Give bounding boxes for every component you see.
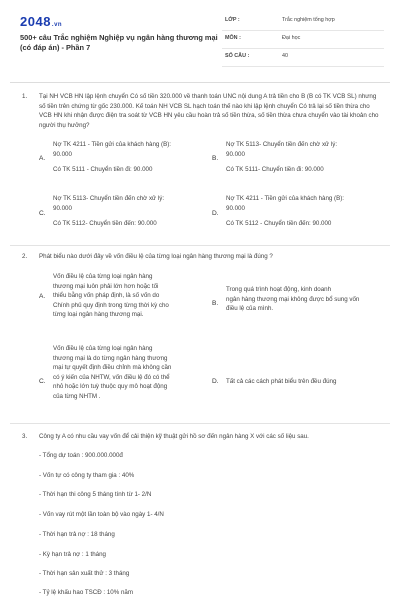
question-number: 3.: [22, 433, 28, 440]
option-line: Có TK 5111 - Chuyển tiền đi: 90.000: [53, 166, 153, 174]
list-item: - Kỳ hạn trả nợ : 1 tháng: [39, 551, 107, 558]
meta-value: Đại học: [282, 35, 301, 41]
option-line: của từng NHTM .: [53, 392, 101, 400]
option-line: Có TK 5112 - Chuyển tiền đến: 90.000: [226, 220, 332, 228]
option-line: Vốn điều lệ của từng loại ngân hàng: [53, 273, 153, 280]
question-number: 1.: [22, 93, 28, 100]
list-item: - Tổng dự toán : 900.000.000đ: [39, 452, 123, 459]
option-line: nhỏ hoặc lớn tuỳ thuộc quy mô hoạt động: [53, 383, 168, 391]
option-line: Nợ TK 5113- Chuyển tiền đến chờ xử lý:: [53, 195, 165, 202]
option-line: có ý kiến của NHTW, vốn điều lệ đó có thể: [53, 373, 170, 381]
option-line: điều lệ của mình.: [226, 305, 274, 313]
logo-suffix: .vn: [51, 22, 63, 28]
document-title: 500+ câu Trắc nghiệm Nghiệp vụ ngân hàng thương mại (có đáp án) - Phần 7: [20, 33, 218, 52]
option-line: 90.000: [53, 204, 72, 212]
question-number: 2.: [22, 253, 28, 260]
option-letter: C.: [39, 210, 46, 217]
option-line: Nợ TK 5113- Chuyển tiền đến chờ xử lý:: [226, 141, 338, 148]
option-line: Tất cả các cách phát biểu trên đều đúng: [226, 378, 337, 385]
option-line: ngân hàng thương mại không được bổ sung vốn: [226, 295, 360, 303]
option-line: Có TK 5111- Chuyển tiền đi: 90.000: [226, 166, 324, 174]
option-line: 90.000: [226, 150, 245, 158]
option-line: từng loại ngân hàng thương mại.: [53, 311, 144, 319]
option-line: 90.000: [226, 204, 245, 212]
document-header: [0, 0, 400, 82]
option-letter: D.: [212, 210, 219, 217]
meta-row-count: [222, 49, 384, 67]
option-letter: C.: [39, 378, 46, 385]
option-line: thương mại là do từng ngân hàng thương: [53, 354, 168, 362]
list-item: - Thời hạn sản xuất thử : 3 tháng: [39, 570, 130, 577]
list-item: - Tỷ lệ khấu hao TSCĐ : 10% năm: [39, 589, 134, 596]
option-line: Chính phủ quy định trong từng thời kỳ cho: [53, 301, 169, 309]
meta-row-class: [222, 13, 384, 31]
list-item: - Thời hạn thi công 5 tháng tính từ 1- 2/N: [39, 491, 152, 498]
meta-table: [222, 13, 384, 67]
meta-value: 40: [282, 53, 288, 59]
option-line: 90.000: [53, 150, 72, 158]
meta-key: LỚP :: [225, 17, 240, 23]
option-letter: B.: [212, 155, 219, 162]
option-line: mại tự quyết định điều chỉnh mà không cần: [53, 364, 172, 372]
option-line: Nợ TK 4211 - Tiền gửi của khách hàng (B):: [226, 195, 345, 202]
option-line: Nợ TK 4211 - Tiền gửi của khách hàng (B):: [53, 141, 172, 148]
option-letter: A.: [39, 155, 46, 162]
option-line: Trong quá trình hoạt động, kinh doanh: [226, 286, 332, 293]
list-item: - Thời hạn trả nợ : 18 tháng: [39, 531, 115, 538]
question-text: Tại NH VCB HN lập lệnh chuyển Có số tiền 320.000 về thanh toán UNC nội dung A trả tiền cho B (B có TK VCB SL) nhưng số tiền trên chứng từ gốc 230.000. Kế toán NH VCB SL hạch toán thế nào khi lập lệnh chuyển Có trả lại số tiền thừa cho VCB HN khi nhận được điện tra soát từ VCB HN yêu cầu hoàn trả số tiền thừa, số tiền thừa chưa chuyển vào tài khoản cho người thụ hưởng?: [39, 93, 379, 129]
meta-key: MÔN :: [225, 35, 241, 41]
meta-row-subject: [222, 31, 384, 49]
question-divider: [10, 423, 390, 424]
option-line: thương mại luôn phải lớn hơn hoặc tối: [53, 282, 159, 290]
meta-value: Trắc nghiệm tổng hợp: [282, 17, 335, 23]
logo-text: 2048: [20, 14, 51, 29]
option-line: thiểu bằng vốn pháp định, là số vốn do: [53, 292, 160, 300]
option-line: Vốn điều lệ của từng loại ngân hàng: [53, 345, 153, 352]
option-line: Có TK 5112- Chuyển tiền đến: 90.000: [53, 220, 157, 228]
list-item: - Vốn tự có công ty tham gia : 40%: [39, 472, 135, 479]
option-letter: A.: [39, 293, 46, 300]
header-divider: [10, 82, 390, 83]
option-letter: B.: [212, 300, 219, 307]
site-logo[interactable]: [20, 14, 62, 29]
question-divider: [10, 245, 390, 246]
question-text: Phát biểu nào dưới đây về vốn điều lệ của từng loại ngân hàng thương mại là đúng ?: [39, 253, 273, 260]
list-item: - Vốn vay rút một lần toàn bộ vào ngày 1- 4/N: [39, 511, 164, 518]
option-letter: D.: [212, 378, 219, 385]
meta-key: SỐ CÂU :: [225, 53, 250, 59]
question-text: Công ty A có nhu cầu vay vốn để cải thiện kỹ thuật gửi hồ sơ đến ngân hàng X với các số liệu sau.: [39, 433, 309, 440]
